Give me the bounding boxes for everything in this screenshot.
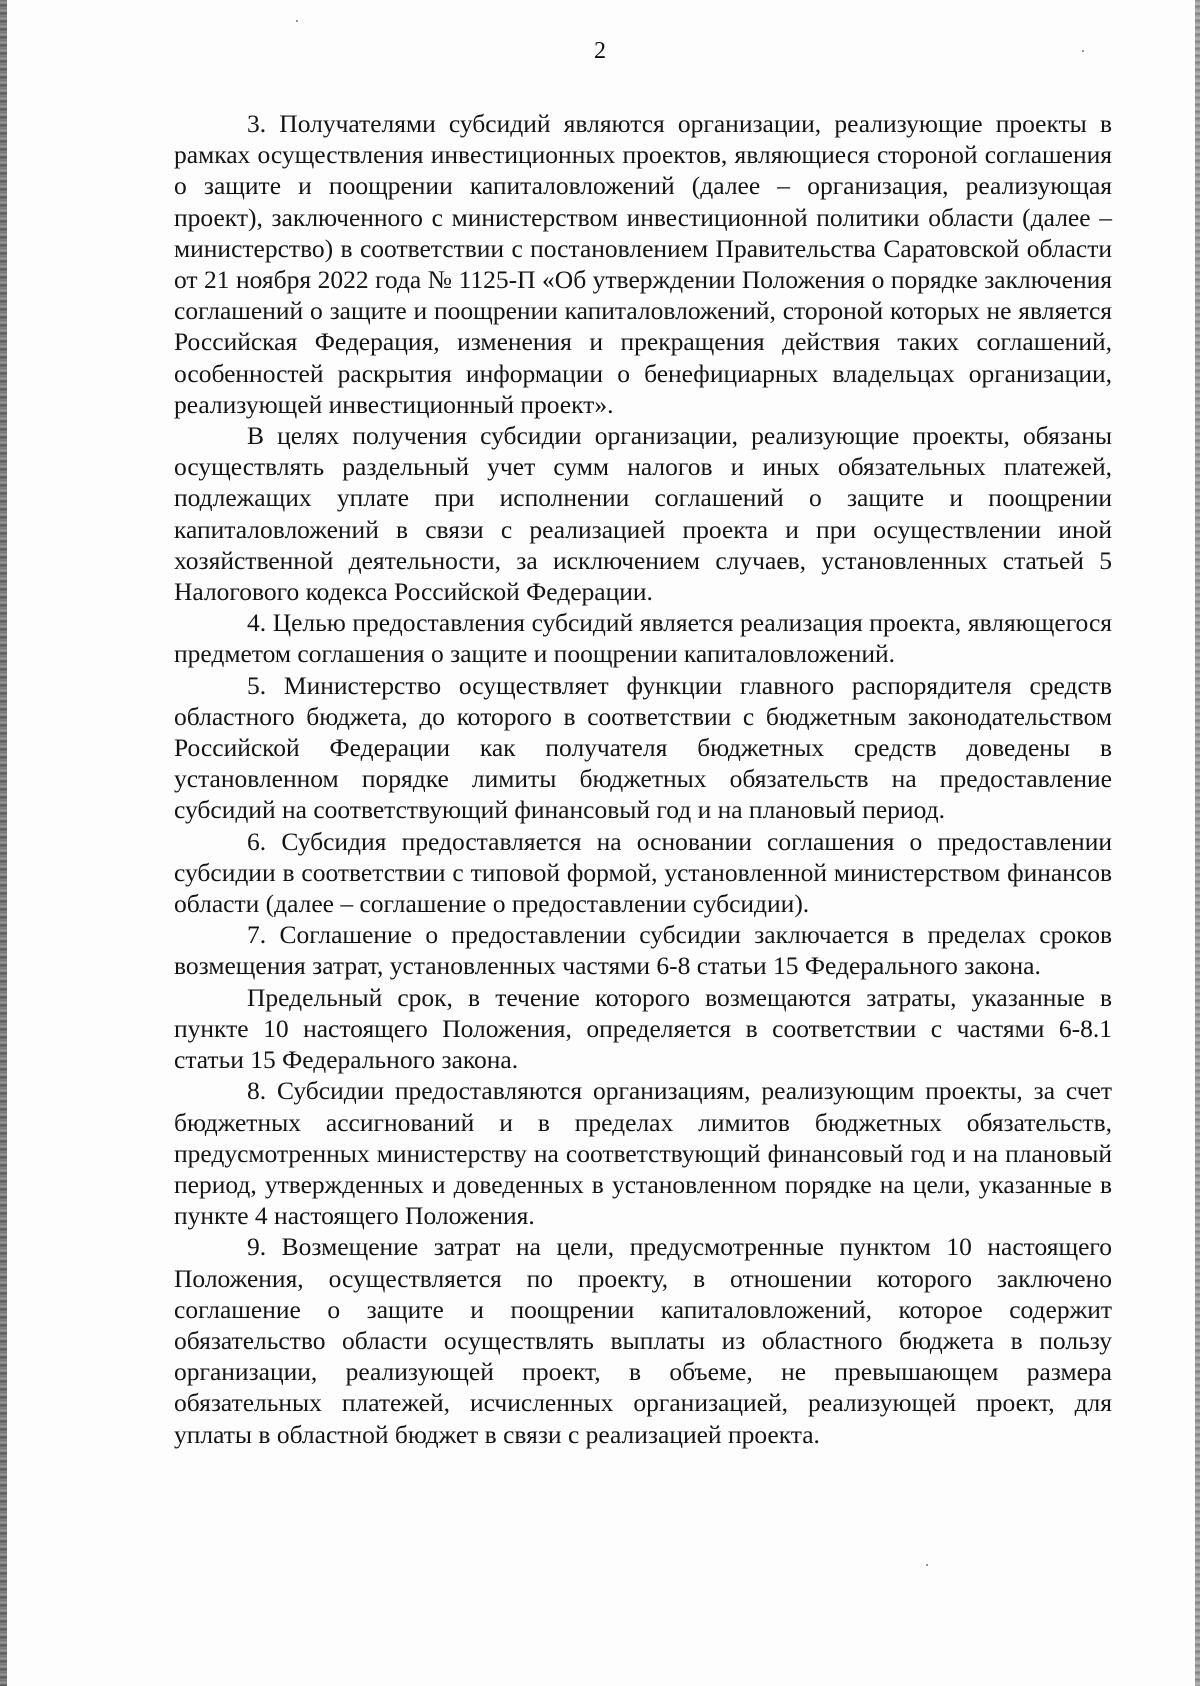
paragraph-item-4: 4. Целью предоставления субсидий является реализация проекта, являющегося предметом соглашения о защите и поощрении капиталовложений.: [174, 608, 1112, 669]
paragraph-item-6: 6. Субсидия предоставляется на основании соглашения о предоставлении субсидии в соответствии с типовой формой, установленной министерством финансов области (далее – соглашение о предоставлении субсидии).: [174, 826, 1112, 919]
paragraph-subsidy-conditions: В целях получения субсидии организации, реализующие проекты, обязаны осуществлять раздельный учет сумм налогов и иных обязательных платежей, подлежащих уплате при исполнении соглашений о защите и поощрении капиталовложений в связи с реализацией проекта и при осуществлении иной хозяйственной деятельности, за исключением случаев, установленных статьей 5 Налогового кодекса Российской Федерации.: [174, 421, 1112, 607]
paragraph-deadline: Предельный срок, в течение которого возмещаются затраты, указанные в пункте 10 настоящего Положения, определяется в соответствии с частями 6-8.1 статьи 15 Федерального закона.: [174, 982, 1112, 1075]
paragraph-item-5: 5. Министерство осуществляет функции главного распорядителя средств областного бюджета, до которого в соответствии с бюджетным законодательством Российской Федерации как получателя бюджетных средств доведены в установленном порядке лимиты бюджетных обязательств на предоставление субсидий на соответствующий финансовый год и на плановый период.: [174, 670, 1112, 825]
scan-edge-right: [1195, 0, 1200, 1686]
scan-speck: [926, 1564, 928, 1566]
page-number: 2: [594, 38, 606, 64]
paragraph-item-8: 8. Субсидии предоставляются организациям, реализующим проекты, за счет бюджетных ассигнований и в пределах лимитов бюджетных обязательств, предусмотренных министерству на соответствующий финансовый год и на плановый период, утвержденных и доведенных в установленном порядке на цели, указанные в пункте 4 настоящего Положения.: [174, 1076, 1112, 1231]
paragraph-item-9: 9. Возмещение затрат на цели, предусмотренные пунктом 10 настоящего Положения, осуществляется по проекту, в отношении которого заключено соглашение о защите и поощрении капиталовложений, которое содержит обязательство области осуществлять выплаты из областного бюджета в пользу организации, реализующей проект, в объеме, не превышающем размера обязательных платежей, исчисленных организацией, реализующей проект, для уплаты в областной бюджет в связи с реализацией проекта.: [174, 1232, 1112, 1449]
scan-speck: [296, 20, 298, 22]
paragraph-item-3: 3. Получателями субсидий являются организации, реализующие проекты в рамках осуществления инвестиционных проектов, являющиеся стороной соглашения о защите и поощрении капиталовложений (далее – организация, реализующая проект), заключенного с министерством инвестиционной политики области (далее – министерство) в соответствии с постановлением Правительства Саратовской области от 21 ноября 2022 года № 1125-П «Об утверждении Положения о порядке заключения соглашений о защите и поощрении капиталовложений, стороной которых не является Российская Федерация, изменения и прекращения действия таких соглашений, особенностей раскрытия информации о бенефициарных владельцах организации, реализующей инвестиционный проект».: [174, 109, 1112, 419]
paragraph-item-7: 7. Соглашение о предоставлении субсидии заключается в пределах сроков возмещения затрат, установленных частями 6-8 статьи 15 Федерального закона.: [174, 920, 1112, 981]
scan-edge-left: [0, 0, 7, 1686]
document-body: [174, 108, 1112, 1450]
